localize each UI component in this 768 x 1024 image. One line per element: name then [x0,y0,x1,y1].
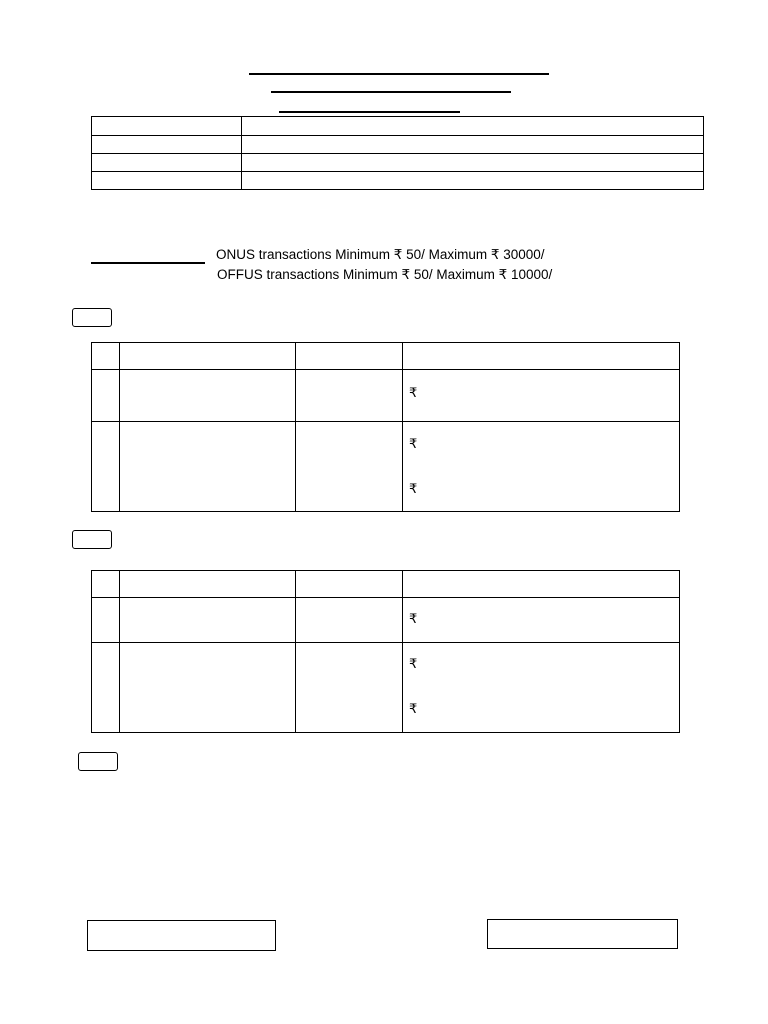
info-label-cell[interactable] [92,117,242,136]
rupee-symbol: ₹ [409,611,418,626]
amount-cell[interactable] [403,598,680,643]
info-label-cell[interactable] [92,136,242,154]
table-row [92,136,704,154]
section-1-marker [72,308,112,327]
title-line-1 [249,73,549,75]
table-row [92,598,680,643]
table-header-row [92,571,680,598]
table-cell [120,643,296,733]
header-cell [296,571,403,598]
header-cell [92,343,120,370]
offus-limit-text: OFFUS transactions Minimum ₹ 50/ Maximum ₹ 10000/ [217,267,553,282]
rupee-symbol: ₹ [409,656,418,671]
header-cell [403,571,680,598]
section-2-marker [72,530,112,549]
table-cell [92,422,120,512]
table-cell [120,422,296,512]
info-value-cell[interactable] [242,154,704,172]
title-line-3 [279,111,460,113]
title-line-2 [271,91,511,93]
table-cell [120,370,296,422]
table-row [92,172,704,190]
table-cell [92,370,120,422]
header-cell [120,343,296,370]
table-header-row [92,343,680,370]
rupee-symbol: ₹ [409,481,418,496]
onus-limit-text: ONUS transactions Minimum ₹ 50/ Maximum ₹ 30000/ [216,247,545,262]
table-cell [296,422,403,512]
table-row [92,370,680,422]
amount-cell[interactable] [403,422,680,512]
table-cell [120,598,296,643]
table-cell [92,598,120,643]
info-label-cell[interactable] [92,154,242,172]
signature-box-right[interactable] [487,919,678,949]
limits-label-line [91,262,205,264]
info-value-cell[interactable] [242,172,704,190]
header-cell [296,343,403,370]
rupee-symbol: ₹ [409,701,418,716]
table-row [92,643,680,733]
table-row [92,117,704,136]
charges-table-2 [91,570,680,733]
amount-cell[interactable] [403,370,680,422]
charges-table-1 [91,342,680,512]
table-cell [296,643,403,733]
header-cell [120,571,296,598]
info-value-cell[interactable] [242,136,704,154]
rupee-symbol: ₹ [409,385,418,400]
amount-cell[interactable] [403,643,680,733]
table-cell [296,370,403,422]
section-3-marker [78,752,118,771]
info-table [91,116,704,190]
rupee-symbol: ₹ [409,436,418,451]
table-row [92,422,680,512]
header-cell [92,571,120,598]
info-value-cell[interactable] [242,117,704,136]
table-row [92,154,704,172]
header-cell [403,343,680,370]
signature-box-left[interactable] [87,920,276,951]
table-cell [296,598,403,643]
table-cell [92,643,120,733]
info-label-cell[interactable] [92,172,242,190]
